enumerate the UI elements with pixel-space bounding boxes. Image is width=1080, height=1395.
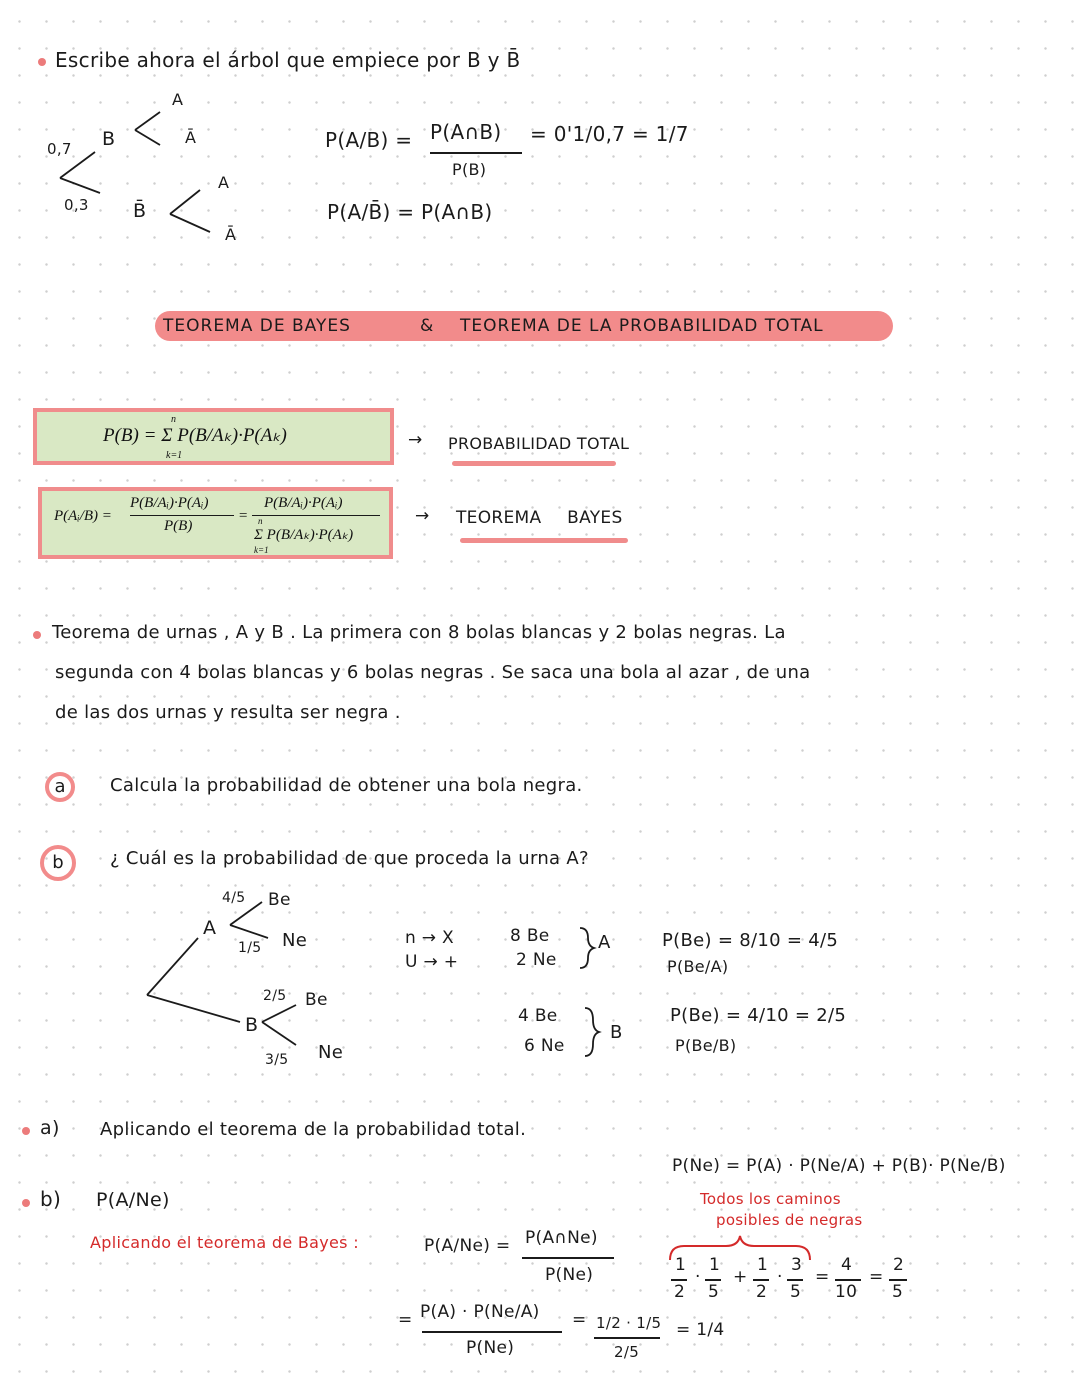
dot-1: · <box>695 1267 701 1287</box>
question-b-text: ¿ Cuál es la probabilidad de que proceda la urna A? <box>110 848 589 869</box>
frac-3-line <box>753 1279 769 1281</box>
bayes-sum-top: n <box>258 516 263 526</box>
frac-3-num: 1 <box>757 1255 769 1275</box>
line2-result: = 1/4 <box>676 1320 725 1340</box>
frac-1-num: 1 <box>675 1255 687 1275</box>
total-label-underline <box>452 461 616 466</box>
frac-5-line <box>835 1279 861 1281</box>
tree2-b-ne-prob: 3/5 <box>265 1052 289 1068</box>
frac-6-line <box>889 1279 907 1281</box>
tree2-b-be: Be <box>305 990 328 1010</box>
tree1-prob-b: 0,7 <box>47 140 72 158</box>
bayes-arrow: → <box>415 506 430 526</box>
red-note-line-1: Todos los caminos <box>700 1190 841 1208</box>
eq1-den: P(B) <box>452 160 487 179</box>
bayes-eq: = <box>238 508 249 524</box>
frac-4-den: 5 <box>790 1282 802 1302</box>
urn-b-label: B <box>610 1022 623 1043</box>
total-sum-top: n <box>171 414 176 425</box>
solution-a-formula: P(Ne) = P(A) · P(Ne/A) + P(B)· P(Ne/B) <box>672 1156 1006 1176</box>
bayes-num1: P(B/Aᵢ)·P(Aᵢ) <box>130 495 209 511</box>
tree1-branch-b-bar <box>60 178 100 193</box>
brace-urn-b <box>585 1008 599 1056</box>
instruction-text: Escribe ahora el árbol que empiece por B y B̄ <box>55 48 521 72</box>
eq1-num: P(A∩B) <box>430 120 502 144</box>
bayes-app-num: P(A∩Ne) <box>525 1228 598 1248</box>
bullet <box>22 1199 30 1207</box>
tree1-leaf-a1: A <box>172 90 184 109</box>
bayes-den2: Σ P(B/Aₖ)·P(Aₖ) <box>254 527 354 543</box>
total-label: PROBABILIDAD TOTAL <box>448 434 630 453</box>
tree1-node-b-bar: B̄ <box>133 200 147 222</box>
urn-b-white: 4 Be <box>518 1006 558 1026</box>
frac-2-line <box>705 1279 721 1281</box>
bayes-num2: P(B/Aᵢ)·P(Aᵢ) <box>264 495 343 511</box>
bayes-intro: Aplicando el teorema de Bayes : <box>90 1233 359 1252</box>
bayes-label-underline <box>460 538 628 543</box>
solution-a-text: Aplicando el teorema de la probabilidad total. <box>100 1119 527 1140</box>
tree2-branch-b <box>147 995 240 1022</box>
urn-b-black: 6 Ne <box>524 1036 565 1056</box>
urn-a-prob: P(Be) = 8/10 = 4/5 <box>662 930 839 951</box>
line2-num: P(A) · P(Ne/A) <box>420 1302 540 1322</box>
equals-2: = <box>869 1267 884 1287</box>
bayes-app-line <box>522 1257 614 1259</box>
bullet <box>22 1127 30 1135</box>
eq1-rhs: = 0'1/0,7 = 1/7 <box>530 122 689 146</box>
problem-line-3: de las dos urnas y resulta ser negra . <box>55 702 401 723</box>
tree2-a-be: Be <box>268 890 291 910</box>
total-sum-bottom: k=1 <box>166 450 183 461</box>
tree1-node-b: B <box>102 128 116 150</box>
frac-1-line <box>671 1279 687 1281</box>
bayes-frac1 <box>130 515 234 516</box>
frac-2-num: 1 <box>709 1255 721 1275</box>
tree1-b-a-bar <box>135 130 160 145</box>
banner-total: TEOREMA DE LA PROBABILIDAD TOTAL <box>460 316 824 336</box>
bullet <box>33 631 41 639</box>
tree2-b-be <box>262 1005 296 1022</box>
fraction-calc <box>665 1255 925 1311</box>
solution-a-marker: a) <box>40 1117 60 1139</box>
eq2: P(A/B̄) = P(A∩B) <box>327 200 493 224</box>
tree1-leaf-a-bar1: Ā <box>185 128 197 147</box>
bayes-app-den: P(Ne) <box>545 1265 594 1285</box>
line2-eq2: = <box>572 1310 587 1330</box>
tree2-a-be-prob: 4/5 <box>222 890 246 906</box>
tree2-b-ne: Ne <box>318 1042 344 1063</box>
equals-1: = <box>815 1267 830 1287</box>
frac-3-den: 2 <box>756 1282 768 1302</box>
solution-b-formula: P(A/Ne) <box>96 1189 170 1211</box>
bayes-lhs: P(Aᵢ/B) = <box>54 508 112 524</box>
legend-union: U → + <box>405 952 459 972</box>
urn-a-label: A <box>598 932 611 953</box>
plus-sign: + <box>733 1267 748 1287</box>
tree1-leaf-a-bar2: Ā <box>225 225 237 244</box>
frac-4-num: 3 <box>791 1255 803 1275</box>
legend-intersection: n → X <box>405 928 454 948</box>
urn-b-prob: P(Be) = 4/10 = 2/5 <box>670 1005 847 1026</box>
urn-a-white: 8 Be <box>510 926 550 946</box>
urn-a-black: 2 Ne <box>516 950 557 970</box>
line2-den2: 2/5 <box>614 1343 640 1361</box>
banner-bayes: TEOREMA DE BAYES <box>163 316 351 336</box>
solution-b-marker: b) <box>40 1187 62 1211</box>
total-formula: P(B) = Σ P(B/Aₖ)·P(Aₖ) <box>103 425 287 446</box>
problem-line-2: segunda con 4 bolas blancas y 6 bolas negras . Se saca una bola al azar , de una <box>55 662 811 683</box>
frac-5-den: 10 <box>835 1282 858 1302</box>
problem-line-1: Teorema de urnas , A y B . La primera con 8 bolas blancas y 2 bolas negras. La <box>52 622 786 643</box>
line2-frac-line <box>422 1331 562 1333</box>
tree1-bbar-a-bar <box>170 214 210 232</box>
brace-urn-a <box>580 928 594 968</box>
line2-den: P(Ne) <box>466 1338 515 1358</box>
frac-2-den: 5 <box>708 1282 720 1302</box>
tree2-node-a: A <box>203 917 217 939</box>
frac-5-num: 4 <box>841 1255 853 1275</box>
bayes-sum-bottom: k=1 <box>254 545 269 555</box>
tree2-b-be-prob: 2/5 <box>263 988 287 1004</box>
tree2-a-ne <box>230 925 268 938</box>
bayes-app-lhs: P(A/Ne) = <box>424 1236 511 1256</box>
urn-b-prob-cond: P(Be/B) <box>675 1036 737 1055</box>
tree2-a-ne: Ne <box>282 930 308 951</box>
bayes-label: TEOREMA BAYES <box>456 508 623 528</box>
bayes-den1: P(B) <box>164 518 193 534</box>
frac-1-den: 2 <box>674 1282 686 1302</box>
total-arrow: → <box>408 430 423 450</box>
frac-6-num: 2 <box>893 1255 905 1275</box>
dot-2: · <box>777 1267 783 1287</box>
line2-num2: 1/2 · 1/5 <box>596 1314 662 1332</box>
tree2-a-ne-prob: 1/5 <box>238 940 262 956</box>
question-b-marker: b <box>40 845 76 881</box>
banner-ampersand: & <box>420 316 435 336</box>
line2-eq: = <box>398 1310 413 1330</box>
tree1-leaf-a2: A <box>218 173 230 192</box>
tree1-b-a <box>135 112 160 130</box>
tree2-b-ne <box>262 1022 296 1045</box>
eq1-lhs: P(A/B) = <box>325 128 413 152</box>
question-a-text: Calcula la probabilidad de obtener una bola negra. <box>110 775 583 796</box>
urn-a-prob-cond: P(Be/A) <box>667 957 729 976</box>
frac-4-line <box>787 1279 803 1281</box>
tree2-node-b: B <box>245 1014 259 1036</box>
line2-frac-line2 <box>594 1337 660 1339</box>
question-a-marker: a <box>45 772 75 802</box>
section-banner <box>155 311 893 341</box>
tree1-bbar-a <box>170 190 200 214</box>
tree2-branch-a <box>147 938 198 995</box>
bayes-frac2 <box>252 515 380 516</box>
tree1-prob-b-bar: 0,3 <box>64 196 89 214</box>
eq1-frac-line <box>430 152 522 154</box>
total-probability-box <box>33 408 394 465</box>
red-note-line-2: posibles de negras <box>716 1211 863 1229</box>
bayes-box <box>38 487 393 559</box>
frac-6-den: 5 <box>892 1282 904 1302</box>
